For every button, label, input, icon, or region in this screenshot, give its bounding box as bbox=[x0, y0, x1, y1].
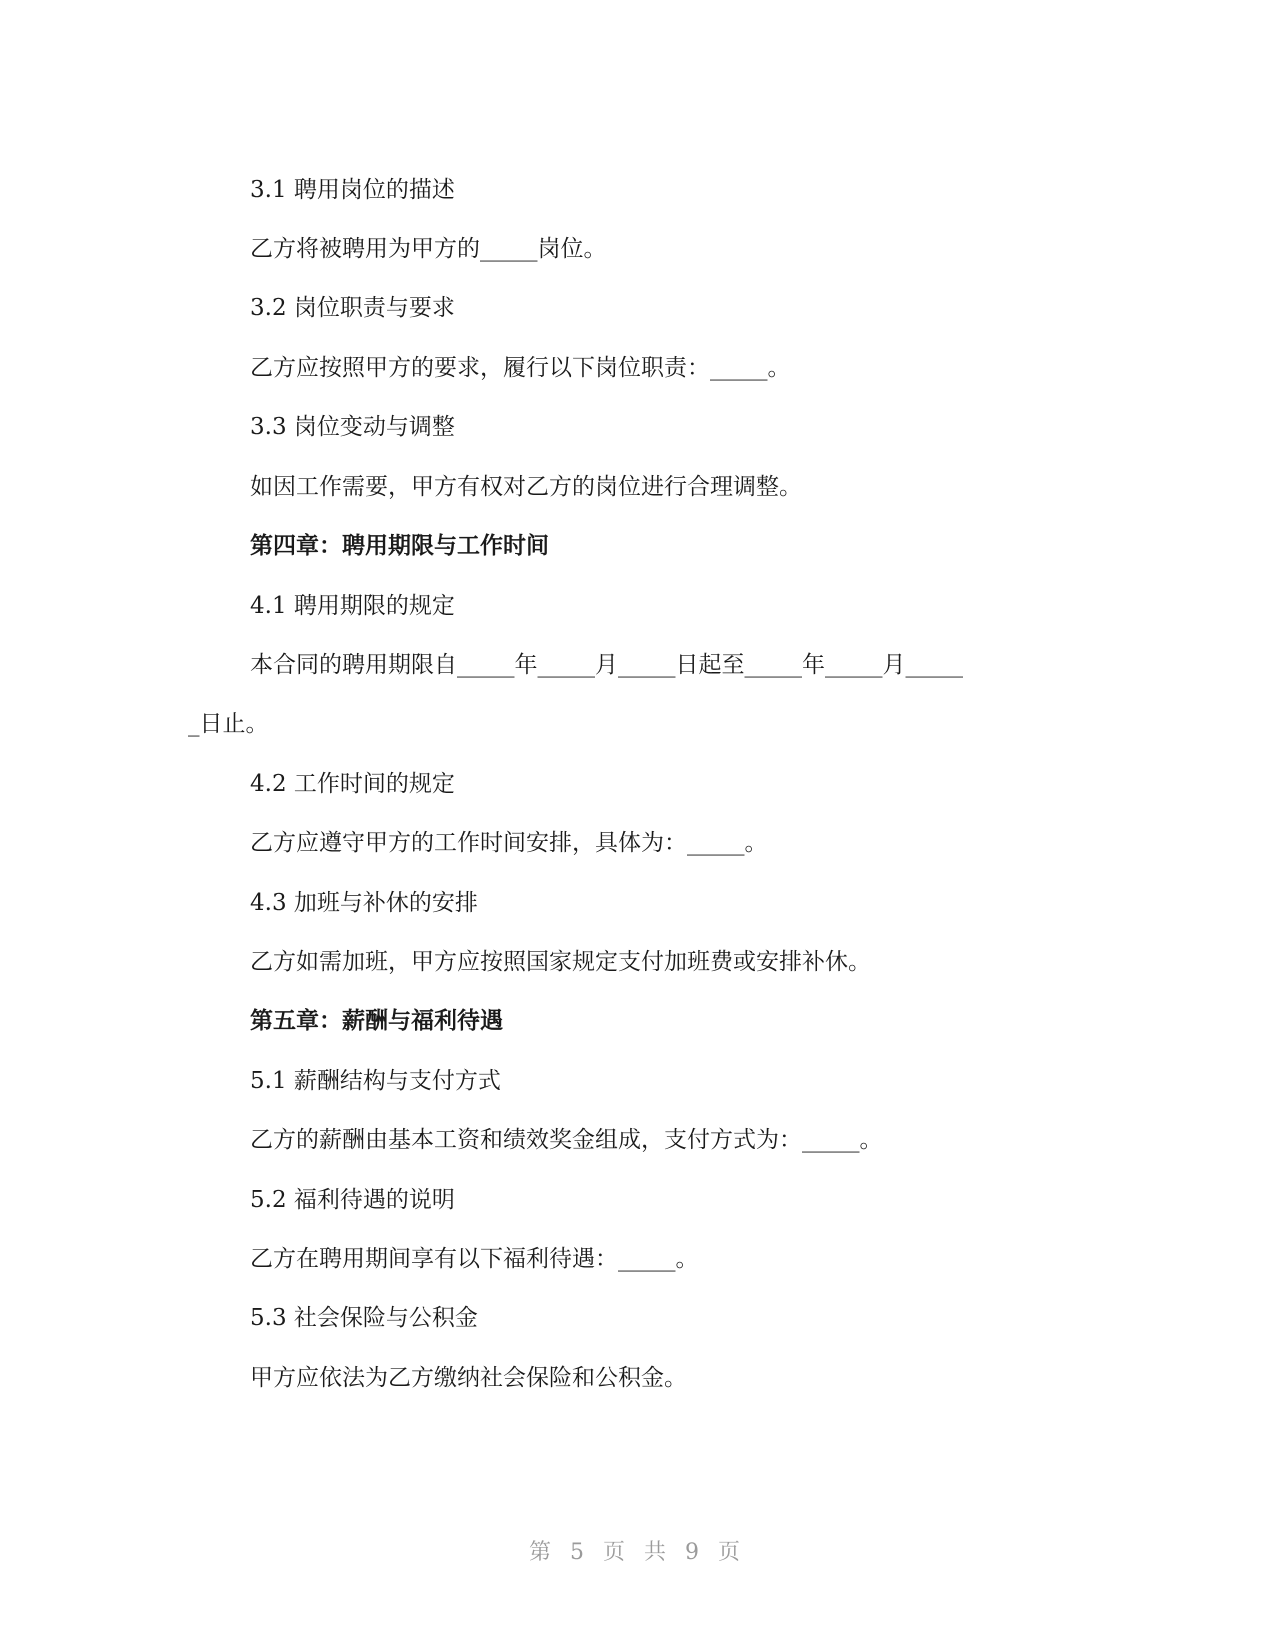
section-heading-5-1: 5.1 薪酬结构与支付方式 bbox=[250, 1068, 501, 1094]
section-heading-5-3: 5.3 社会保险与公积金 bbox=[250, 1305, 478, 1331]
chapter-heading-4: 第四章：聘用期限与工作时间 bbox=[250, 532, 549, 559]
paragraph: 乙方在聘用期间享有以下福利待遇：_____。 bbox=[250, 1246, 699, 1272]
section-heading-5-2: 5.2 福利待遇的说明 bbox=[250, 1187, 455, 1213]
section-heading-4-1: 4.1 聘用期限的规定 bbox=[250, 593, 455, 619]
paragraph: 本合同的聘用期限自_____年_____月_____日起至_____年_____月_____ bbox=[250, 652, 963, 678]
page-number-footer: 第 5 页 共 9 页 bbox=[529, 1540, 746, 1565]
paragraph: 乙方的薪酬由基本工资和绩效奖金组成，支付方式为：_____。 bbox=[250, 1127, 883, 1153]
paragraph: 乙方如需加班，甲方应按照国家规定支付加班费或安排补休。 bbox=[250, 949, 871, 975]
paragraph-continuation: _日止。 bbox=[188, 711, 269, 737]
paragraph: 甲方应依法为乙方缴纳社会保险和公积金。 bbox=[250, 1365, 687, 1391]
paragraph: 乙方将被聘用为甲方的_____岗位。 bbox=[250, 236, 607, 262]
chapter-heading-5: 第五章：薪酬与福利待遇 bbox=[250, 1007, 503, 1034]
section-heading-3-1: 3.1 聘用岗位的描述 bbox=[250, 177, 455, 203]
section-heading-3-2: 3.2 岗位职责与要求 bbox=[250, 295, 455, 321]
section-heading-4-3: 4.3 加班与补休的安排 bbox=[250, 890, 478, 916]
section-heading-3-3: 3.3 岗位变动与调整 bbox=[250, 414, 455, 440]
paragraph: 乙方应遵守甲方的工作时间安排，具体为：_____。 bbox=[250, 830, 768, 856]
paragraph: 乙方应按照甲方的要求，履行以下岗位职责：_____。 bbox=[250, 355, 791, 381]
paragraph: 如因工作需要，甲方有权对乙方的岗位进行合理调整。 bbox=[250, 474, 802, 500]
section-heading-4-2: 4.2 工作时间的规定 bbox=[250, 771, 455, 797]
